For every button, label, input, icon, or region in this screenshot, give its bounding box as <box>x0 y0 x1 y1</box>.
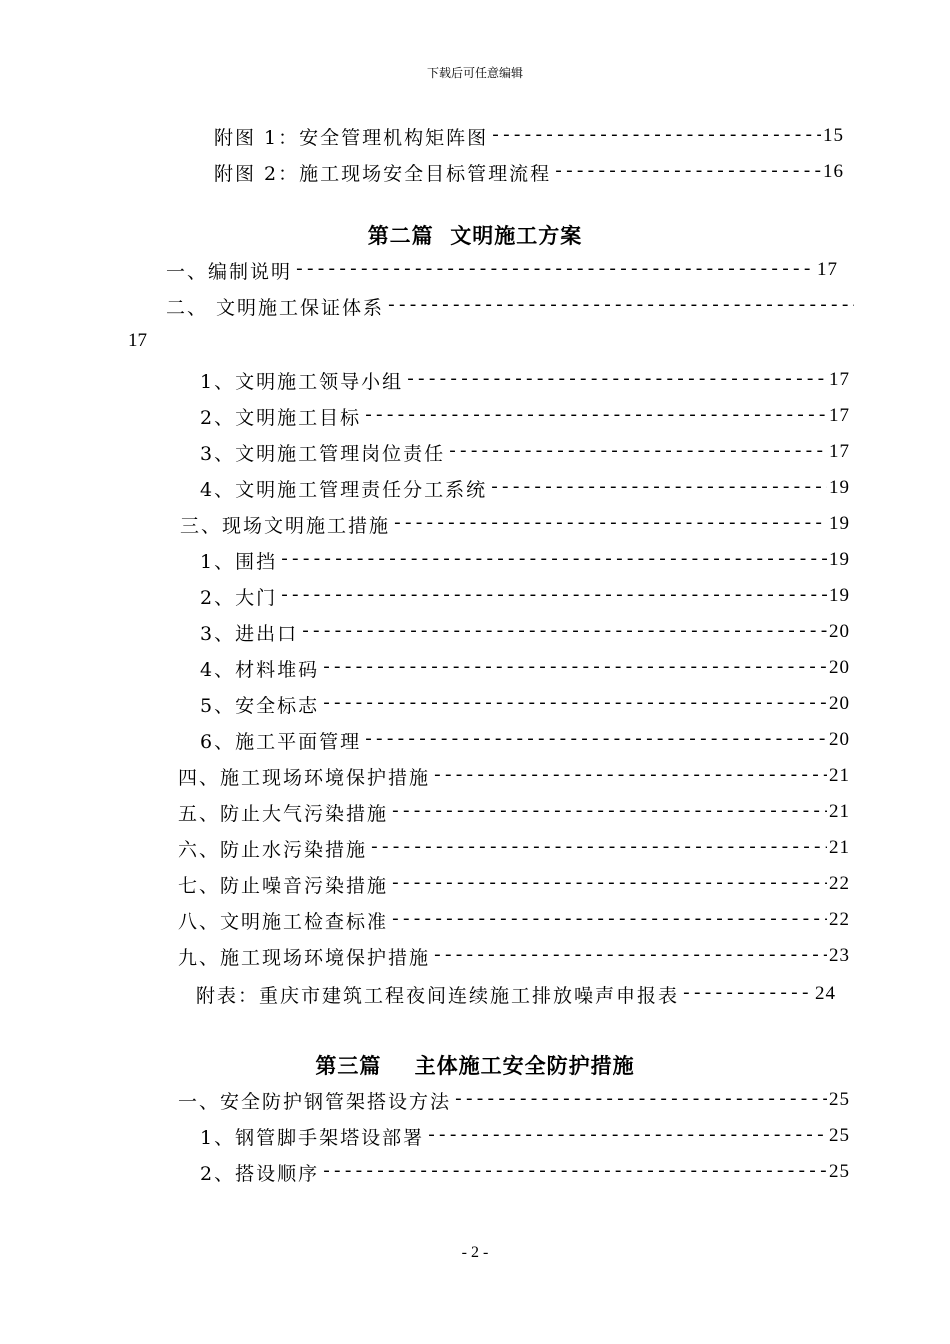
toc-entry[interactable] <box>200 724 850 756</box>
toc-entry-label: 3、文明施工管理岗位责任 <box>200 442 446 465</box>
toc-page-number: 25 <box>829 1089 850 1110</box>
toc-leader <box>363 730 827 750</box>
toc-entry[interactable] <box>200 688 850 720</box>
toc-entry[interactable] <box>166 254 838 286</box>
toc-leader <box>369 838 827 858</box>
toc-entry[interactable] <box>200 472 850 504</box>
toc-leader <box>432 766 827 786</box>
toc-entry-label: 附表：重庆市建筑工程夜间连续施工排放噪声申报表 <box>196 984 680 1007</box>
toc-page-number: 22 <box>829 873 850 894</box>
toc-entry[interactable] <box>178 796 850 828</box>
toc-entry-label: 九、施工现场环境保护措施 <box>178 946 431 969</box>
toc-entry[interactable] <box>180 508 850 540</box>
toc-entry-label: 四、施工现场环境保护措施 <box>178 766 431 789</box>
toc-page-number: 25 <box>829 1161 850 1182</box>
toc-entry-label: 二、 文明施工保证体系 <box>166 296 385 319</box>
toc-page-number: 21 <box>829 765 850 786</box>
toc-page-number: 17 <box>817 259 838 280</box>
toc-page-number: 19 <box>829 477 850 498</box>
toc-page-number: 19 <box>829 549 850 570</box>
toc-page-number-wrapped: 17 <box>128 330 147 351</box>
toc-leader <box>553 162 821 182</box>
toc-entry[interactable] <box>200 616 850 648</box>
toc-leader <box>447 442 827 462</box>
toc-entry-label: 2、大门 <box>200 586 278 609</box>
toc-leader <box>279 550 827 570</box>
toc-leader <box>426 1126 827 1146</box>
toc-entry[interactable] <box>178 1084 850 1116</box>
toc-entry-label: 5、安全标志 <box>200 694 320 717</box>
toc-page-number: 15 <box>823 125 844 146</box>
toc-entry-label: 三、现场文明施工措施 <box>180 514 391 537</box>
toc-page-number: 21 <box>829 801 850 822</box>
toc-page-number: 20 <box>829 729 850 750</box>
page-number-footer: - 2 - <box>461 1244 489 1261</box>
toc-page-number: 17 <box>829 405 850 426</box>
toc-leader <box>489 478 827 498</box>
toc-leader <box>300 622 827 642</box>
toc-leader <box>386 296 854 316</box>
toc-leader <box>392 514 827 534</box>
toc-entry[interactable] <box>214 156 844 188</box>
toc-entry-label: 一、安全防护钢管架搭设方法 <box>178 1090 452 1113</box>
toc-entry[interactable] <box>200 580 850 612</box>
toc-entry[interactable] <box>178 904 850 936</box>
toc-entry-label: 1、钢管脚手架塔设部署 <box>200 1126 425 1149</box>
toc-entry-label: 七、防止噪音污染措施 <box>178 874 389 897</box>
section-heading-part3: 第三篇 主体施工安全防护措施 <box>315 1054 635 1078</box>
toc-entry-label: 附图 1：安全管理机构矩阵图 <box>214 126 489 149</box>
toc-entry[interactable] <box>178 760 850 792</box>
toc-entry-label: 八、文明施工检查标准 <box>178 910 389 933</box>
toc-entry[interactable] <box>200 1156 850 1188</box>
toc-leader <box>294 260 815 280</box>
toc-entry-label: 2、搭设顺序 <box>200 1162 320 1185</box>
toc-page-number: 20 <box>829 657 850 678</box>
toc-page-number: 24 <box>815 983 836 1004</box>
toc-page-number: 21 <box>829 837 850 858</box>
toc-entry-label: 1、围挡 <box>200 550 278 573</box>
toc-entry-label: 六、防止水污染措施 <box>178 838 368 861</box>
section-heading-part2: 第二篇 文明施工方案 <box>367 224 583 248</box>
toc-entry-label: 附图 2：施工现场安全目标管理流程 <box>214 162 552 185</box>
toc-entry[interactable] <box>200 544 850 576</box>
toc-leader <box>390 874 827 894</box>
page-header: 下载后可任意编辑 <box>426 66 523 80</box>
toc-leader <box>405 370 827 390</box>
toc-entry-label: 4、文明施工管理责任分工系统 <box>200 478 488 501</box>
toc-entry-label: 6、施工平面管理 <box>200 730 362 753</box>
toc-entry[interactable] <box>178 832 850 864</box>
toc-page-number: 20 <box>829 693 850 714</box>
toc-leader <box>279 586 827 606</box>
toc-page-number: 17 <box>829 369 850 390</box>
toc-entry[interactable] <box>196 978 836 1010</box>
toc-entry-label: 3、进出口 <box>200 622 299 645</box>
toc-page-number: 25 <box>829 1125 850 1146</box>
toc-leader <box>432 946 827 966</box>
toc-entry-label: 一、编制说明 <box>166 260 293 283</box>
toc-leader <box>321 694 827 714</box>
toc-leader <box>390 802 827 822</box>
toc-entry-label: 五、防止大气污染措施 <box>178 802 389 825</box>
toc-page-number: 17 <box>829 441 850 462</box>
toc-entry[interactable] <box>166 290 856 322</box>
toc-entry-label: 1、文明施工领导小组 <box>200 370 404 393</box>
toc-entry[interactable] <box>200 1120 850 1152</box>
toc-page-number: 23 <box>829 945 850 966</box>
toc-leader <box>363 406 827 426</box>
toc-entry-label: 2、文明施工目标 <box>200 406 362 429</box>
toc-entry-label: 4、材料堆码 <box>200 658 320 681</box>
toc-entry[interactable] <box>200 652 850 684</box>
toc-page-number: 20 <box>829 621 850 642</box>
toc-page-number: 16 <box>823 161 844 182</box>
toc-entry[interactable] <box>178 940 850 972</box>
toc-leader <box>321 1162 827 1182</box>
toc-leader <box>681 984 813 1004</box>
toc-leader <box>390 910 827 930</box>
toc-page-number: 19 <box>829 513 850 534</box>
toc-entry[interactable] <box>200 364 850 396</box>
toc-entry[interactable] <box>200 436 850 468</box>
toc-page-number: 22 <box>829 909 850 930</box>
toc-page-number: 19 <box>829 585 850 606</box>
toc-leader <box>321 658 827 678</box>
toc-leader <box>453 1090 827 1110</box>
toc-entry[interactable] <box>214 120 844 152</box>
toc-leader <box>490 126 821 146</box>
toc-entry[interactable] <box>200 400 850 432</box>
toc-entry[interactable] <box>178 868 850 900</box>
